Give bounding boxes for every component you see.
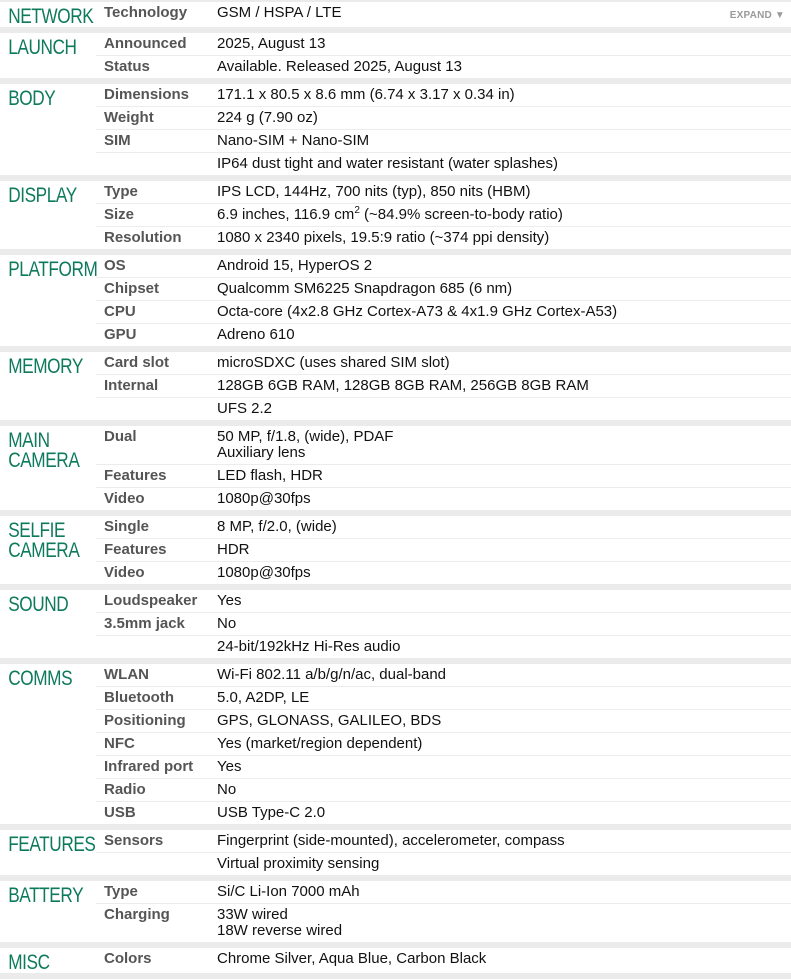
- spec-row: [96, 255, 791, 277]
- spec-value: UFS 2.2: [217, 400, 273, 417]
- spec-label[interactable]: Features: [104, 541, 167, 558]
- section-title: NETWORK: [8, 5, 94, 28]
- spec-row: [96, 801, 791, 824]
- spec-value: Si/C Li-Ion 7000 mAh: [217, 883, 360, 900]
- spec-value-superscript: 2: [354, 205, 360, 216]
- spec-label[interactable]: Bluetooth: [104, 689, 174, 706]
- spec-rows: [96, 830, 791, 875]
- spec-label[interactable]: Video: [104, 564, 145, 581]
- spec-label[interactable]: Infrared port: [104, 758, 194, 775]
- spec-row: [96, 464, 791, 487]
- spec-label[interactable]: Dimensions: [104, 86, 190, 103]
- spec-value: 128GB 6GB RAM, 128GB 8GB RAM, 256GB 8GB RAM: [217, 377, 589, 394]
- spec-row: [96, 881, 791, 903]
- section-title: MISC: [8, 951, 50, 974]
- spec-value-part: (~84.9% screen-to-body ratio): [359, 206, 563, 223]
- spec-row: [96, 277, 791, 300]
- spec-label[interactable]: Colors: [104, 950, 152, 967]
- spec-value: 1080p@30fps: [217, 564, 311, 581]
- spec-label[interactable]: Size: [104, 206, 135, 223]
- spec-rows: [96, 426, 791, 510]
- spec-label: [96, 398, 217, 404]
- spec-rows: [96, 664, 791, 824]
- section-title: BODY: [8, 87, 56, 110]
- spec-value: GSM / HSPA / LTE: [217, 4, 342, 21]
- spec-value: Nano-SIM + Nano-SIM: [217, 132, 370, 149]
- spec-row: [96, 755, 791, 778]
- spec-row: [96, 152, 791, 175]
- spec-value: Yes: [217, 592, 242, 609]
- spec-label[interactable]: Dual: [104, 428, 137, 445]
- spec-value: 24-bit/192kHz Hi-Res audio: [217, 638, 401, 655]
- spec-value: IP64 dust tight and water resistant (water splashes): [217, 155, 559, 172]
- spec-value: No: [217, 615, 237, 632]
- spec-value: [217, 904, 791, 942]
- spec-value: Yes: [217, 758, 242, 775]
- spec-rows: [96, 516, 791, 584]
- section-main-camera: [0, 426, 791, 516]
- spec-row: [96, 686, 791, 709]
- spec-value: LED flash, HDR: [217, 467, 323, 484]
- spec-label[interactable]: OS: [104, 257, 126, 274]
- spec-row: [96, 561, 791, 584]
- spec-value: microSDXC (uses shared SIM slot): [217, 354, 450, 371]
- spec-value-line: Auxiliary lens: [217, 444, 306, 461]
- spec-value: Fingerprint (side-mounted), accelerometer, compass: [217, 832, 565, 849]
- section-title: DISPLAY: [8, 184, 77, 207]
- spec-label[interactable]: Positioning: [104, 712, 186, 729]
- spec-row: [96, 33, 791, 55]
- spec-rows: [96, 590, 791, 658]
- spec-value: 224 g (7.90 oz): [217, 109, 318, 126]
- spec-row: [96, 55, 791, 78]
- spec-row: [96, 374, 791, 397]
- spec-value: [217, 204, 791, 226]
- spec-label[interactable]: Status: [104, 58, 150, 75]
- section-misc: [0, 948, 791, 979]
- spec-rows: [96, 255, 791, 346]
- spec-label[interactable]: Announced: [104, 35, 187, 52]
- spec-label[interactable]: Chipset: [104, 280, 160, 297]
- spec-value: 1080p@30fps: [217, 490, 311, 507]
- spec-label: [96, 636, 217, 642]
- expand-button[interactable]: EXPAND ▼: [729, 10, 785, 21]
- spec-value: IPS LCD, 144Hz, 700 nits (typ), 850 nits (HBM): [217, 183, 531, 200]
- spec-value: USB Type-C 2.0: [217, 804, 326, 821]
- spec-row: [96, 352, 791, 374]
- section-title: SOUND: [8, 593, 69, 616]
- spec-value-line: 50 MP, f/1.8, (wide), PDAF: [217, 428, 394, 445]
- spec-label[interactable]: NFC: [104, 735, 135, 752]
- spec-label[interactable]: Features: [104, 467, 167, 484]
- spec-rows: [96, 948, 791, 973]
- spec-row: [96, 106, 791, 129]
- spec-label[interactable]: Radio: [104, 781, 146, 798]
- spec-label[interactable]: Type: [104, 883, 138, 900]
- spec-value: Qualcomm SM6225 Snapdragon 685 (6 nm): [217, 280, 513, 297]
- section-title: BATTERY: [8, 884, 84, 907]
- spec-row: [96, 590, 791, 612]
- section-sound: [0, 590, 791, 664]
- section-title: [0, 426, 79, 510]
- spec-label[interactable]: WLAN: [104, 666, 149, 683]
- spec-label: [96, 853, 217, 859]
- spec-row: [96, 181, 791, 203]
- section-title: LAUNCH: [8, 36, 77, 59]
- spec-row: [96, 635, 791, 658]
- spec-row: [96, 664, 791, 686]
- section-comms: [0, 664, 791, 830]
- section-network: [0, 0, 791, 33]
- spec-label[interactable]: Technology: [104, 4, 188, 21]
- spec-value-line: 18W reverse wired: [217, 922, 343, 939]
- section-title: MEMORY: [8, 355, 83, 378]
- spec-row: [96, 903, 791, 942]
- section-title: [0, 516, 79, 584]
- spec-rows: [96, 352, 791, 420]
- section-display: [0, 181, 791, 255]
- spec-row: [96, 84, 791, 106]
- spec-row: [96, 538, 791, 561]
- spec-value: Chrome Silver, Aqua Blue, Carbon Black: [217, 950, 487, 967]
- spec-rows: [96, 84, 791, 175]
- spec-label[interactable]: Video: [104, 490, 145, 507]
- spec-row: [96, 612, 791, 635]
- spec-label[interactable]: Internal: [104, 377, 159, 394]
- section-title: FEATURES: [8, 833, 96, 856]
- section-title-line: MAIN: [8, 429, 50, 452]
- spec-row: [96, 2, 791, 24]
- spec-label: [96, 153, 217, 159]
- spec-label[interactable]: GPU: [104, 326, 137, 343]
- spec-value: HDR: [217, 541, 250, 558]
- spec-row: [96, 203, 791, 226]
- spec-row: [96, 852, 791, 875]
- section-selfie-camera: [0, 516, 791, 590]
- spec-label[interactable]: SIM: [104, 132, 131, 149]
- spec-label[interactable]: 3.5mm jack: [104, 615, 185, 632]
- spec-value: Octa-core (4x2.8 GHz Cortex-A73 & 4x1.9 GHz Cortex-A53): [217, 303, 618, 320]
- spec-value: GPS, GLONASS, GALILEO, BDS: [217, 712, 442, 729]
- spec-value: 5.0, A2DP, LE: [217, 689, 310, 706]
- spec-row: [96, 732, 791, 755]
- spec-row: [96, 426, 791, 464]
- spec-row: [96, 709, 791, 732]
- section-title-line: SELFIE: [8, 519, 66, 542]
- spec-value: 1080 x 2340 pixels, 19.5:9 ratio (~374 ppi density): [217, 229, 550, 246]
- spec-row: [96, 487, 791, 510]
- spec-label[interactable]: Single: [104, 518, 150, 535]
- section-body: [0, 84, 791, 181]
- spec-value-part: 6.9 inches, 116.9 cm: [217, 206, 355, 223]
- spec-value: Yes (market/region dependent): [217, 735, 423, 752]
- spec-row: [96, 778, 791, 801]
- spec-label[interactable]: Sensors: [104, 832, 164, 849]
- spec-row: [96, 226, 791, 249]
- spec-value: Virtual proximity sensing: [217, 855, 380, 872]
- spec-value: No: [217, 781, 237, 798]
- spec-rows: [96, 881, 791, 942]
- spec-label[interactable]: Type: [104, 183, 138, 200]
- spec-value: 8 MP, f/2.0, (wide): [217, 518, 337, 535]
- spec-row: [96, 397, 791, 420]
- spec-value: Adreno 610: [217, 326, 295, 343]
- section-title: COMMS: [8, 667, 73, 690]
- spec-label[interactable]: Charging: [104, 906, 170, 923]
- section-platform: [0, 255, 791, 352]
- spec-row: [96, 323, 791, 346]
- spec-row: [96, 129, 791, 152]
- spec-value: [217, 426, 791, 464]
- spec-row: [96, 300, 791, 323]
- spec-label[interactable]: Loudspeaker: [104, 592, 198, 609]
- section-features: [0, 830, 791, 881]
- spec-value-line: 33W wired: [217, 906, 288, 923]
- section-battery: [0, 881, 791, 948]
- spec-label[interactable]: CPU: [104, 303, 136, 320]
- spec-value: Android 15, HyperOS 2: [217, 257, 373, 274]
- spec-rows: [96, 33, 791, 78]
- spec-row: [96, 516, 791, 538]
- spec-label[interactable]: Resolution: [104, 229, 182, 246]
- section-title: PLATFORM: [8, 258, 98, 281]
- section-title-line: CAMERA: [8, 539, 80, 562]
- spec-label[interactable]: USB: [104, 804, 136, 821]
- spec-row: [96, 830, 791, 852]
- spec-value: 171.1 x 80.5 x 8.6 mm (6.74 x 3.17 x 0.34 in): [217, 86, 515, 103]
- spec-row: [96, 948, 791, 970]
- spec-rows: [96, 181, 791, 249]
- spec-rows: [96, 2, 791, 27]
- spec-value: 2025, August 13: [217, 35, 326, 52]
- spec-value: Available. Released 2025, August 13: [217, 58, 462, 75]
- spec-label[interactable]: Weight: [104, 109, 154, 126]
- section-launch: [0, 33, 791, 84]
- section-title-line: CAMERA: [8, 449, 80, 472]
- spec-label[interactable]: Card slot: [104, 354, 170, 371]
- section-memory: [0, 352, 791, 426]
- spec-value: Wi-Fi 802.11 a/b/g/n/ac, dual-band: [217, 666, 447, 683]
